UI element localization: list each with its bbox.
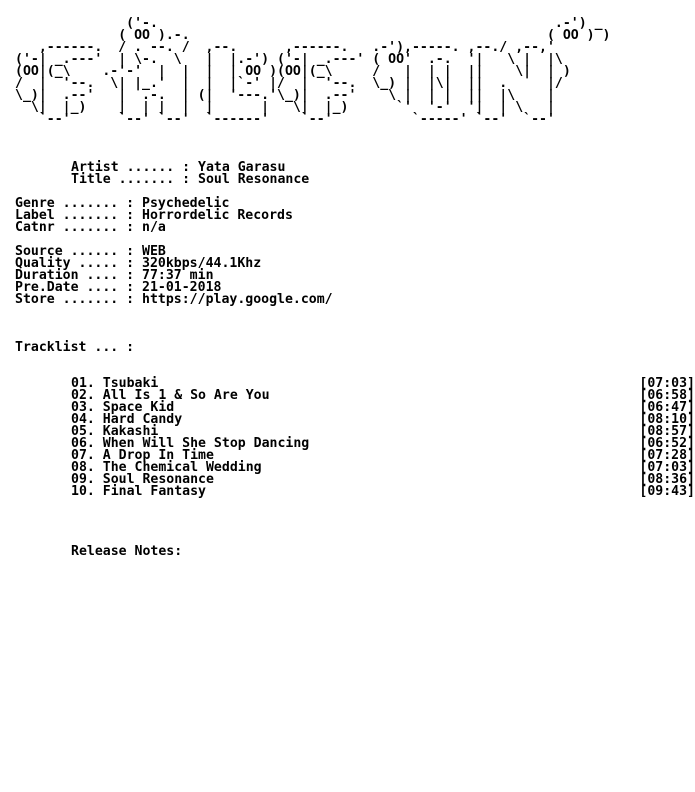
track-duration: [07:03] bbox=[639, 460, 695, 475]
tracklist-heading: Tracklist ... : bbox=[15, 340, 135, 355]
duration-label: Duration .... : bbox=[15, 268, 135, 283]
predate-value: 21-01-2018 bbox=[142, 280, 222, 295]
track-duration: [08:57] bbox=[639, 424, 695, 439]
predate-label: Pre.Date .... : bbox=[15, 280, 135, 295]
track-duration: [08:10] bbox=[639, 412, 695, 427]
release-notes-heading: Release Notes: bbox=[71, 544, 183, 559]
catnr-row bbox=[15, 222, 645, 234]
track-title: Tsubaki bbox=[102, 376, 159, 391]
tracklist bbox=[15, 376, 695, 499]
title-row bbox=[15, 174, 645, 186]
track-duration: [06:52] bbox=[639, 436, 695, 451]
track-title: Soul Resonance bbox=[102, 472, 214, 487]
catnr-value: n/a bbox=[142, 220, 166, 235]
track-number: 06. bbox=[71, 436, 95, 451]
label-value: Horrordelic Records bbox=[142, 208, 293, 223]
track-title: When Will She Stop Dancing bbox=[102, 436, 310, 451]
track-title: All Is 1 & So Are You bbox=[102, 388, 270, 403]
title-label: Title ....... : bbox=[71, 172, 191, 187]
track-title: Final Fantasy bbox=[102, 484, 206, 499]
artist-value: Yata Garasu bbox=[198, 160, 286, 175]
track-duration: [07:28] bbox=[639, 448, 695, 463]
track-title: Space Kid bbox=[102, 400, 175, 415]
track-title: A Drop In Time bbox=[102, 448, 214, 463]
falcon-ascii-logo: ('-. .-') _ ( OO ).-. ( OO ) ) ,------. / . --. / ,--. ,------. .-'),-----. ,--./ ,--,' ('-| _.---' | \-. \ | |.-') ('-| _.---' ( OO' .-. '| \ | |\ (OO|(_\ .-'-' | | | | OO )(OO|(_\ / | | | || \| | ) / | '--. \| |_.' | | |`-' |/ | '--. \_) | |\| || . |/ \_)| .--' | .-. | (| '---.'\_)| .--' \ | | | || |\ | \| |_) | | | | | | \| |_) `' '-' '| | \ | `--' `--' `--' `------' `--' `-----' `--' `--' bbox=[15, 16, 611, 127]
track-duration: [06:58] bbox=[639, 388, 695, 403]
catnr-label: Catnr ....... : bbox=[15, 220, 135, 235]
track-duration: [08:36] bbox=[639, 472, 695, 487]
track-number: 03. bbox=[71, 400, 95, 415]
track-number: 02. bbox=[71, 388, 95, 403]
duration-value: 77:37 min bbox=[142, 268, 214, 283]
source-value: WEB bbox=[142, 244, 166, 259]
track-row bbox=[15, 486, 695, 498]
genre-value: Psychedelic bbox=[142, 196, 230, 211]
track-number: 01. bbox=[71, 376, 95, 391]
track-duration: [09:43] bbox=[639, 484, 695, 499]
track-number: 04. bbox=[71, 412, 95, 427]
store-link: https://play.google.com/ bbox=[142, 292, 333, 307]
source-label: Source ...... : bbox=[15, 244, 135, 259]
store-row bbox=[15, 294, 645, 306]
nfo-document bbox=[15, 16, 695, 559]
track-number: 07. bbox=[71, 448, 95, 463]
track-title: The Chemical Wedding bbox=[102, 460, 262, 475]
track-number: 05. bbox=[71, 424, 95, 439]
store-label: Store ....... : bbox=[15, 292, 135, 307]
track-duration: [06:47] bbox=[639, 400, 695, 415]
label-label: Label ....... : bbox=[15, 208, 135, 223]
track-title: Kakashi bbox=[102, 424, 159, 439]
track-number: 10. bbox=[71, 484, 95, 499]
genre-label: Genre ....... : bbox=[15, 196, 135, 211]
track-number: 08. bbox=[71, 460, 95, 475]
artist-label: Artist ...... : bbox=[71, 160, 191, 175]
track-number: 09. bbox=[71, 472, 95, 487]
track-duration: [07:03] bbox=[639, 376, 695, 391]
title-value: Soul Resonance bbox=[198, 172, 310, 187]
quality-label: Quality ..... : bbox=[15, 256, 135, 271]
track-title: Hard Candy bbox=[102, 412, 183, 427]
quality-value: 320kbps/44.1Khz bbox=[142, 256, 262, 271]
